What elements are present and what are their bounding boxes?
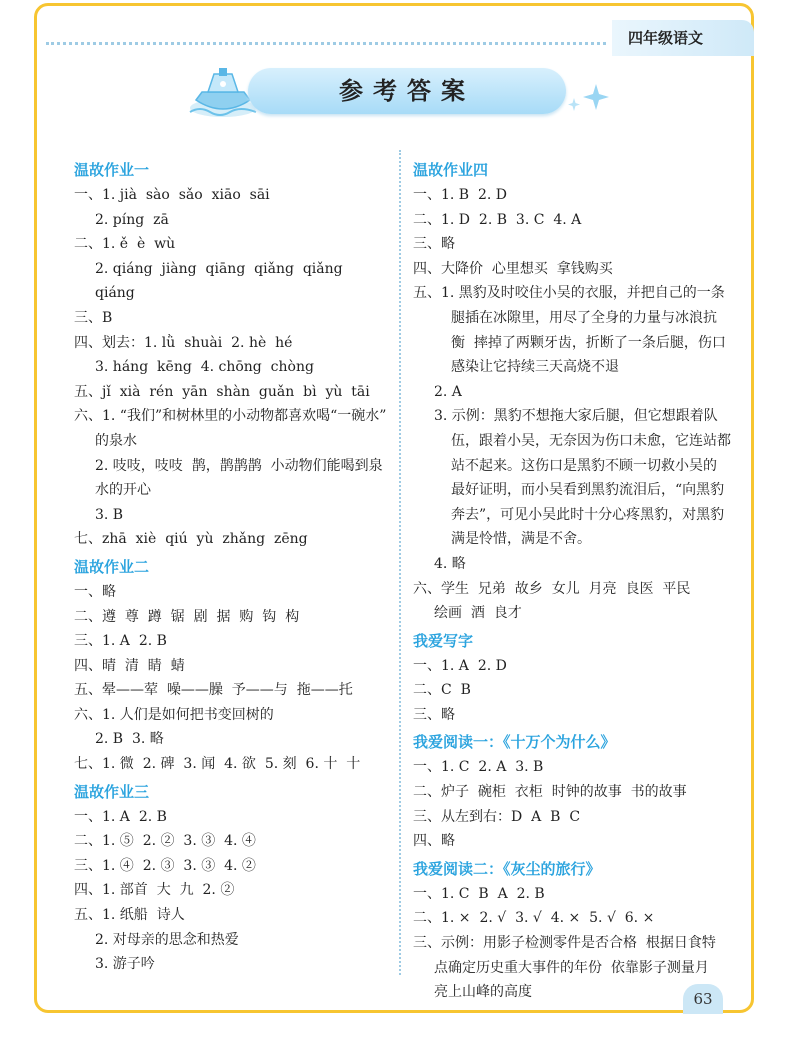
answer-line: 一、1. B 2. D — [413, 187, 508, 203]
answer-line: 七、1. 微 2. 碑 3. 闻 4. 欲 5. 刻 6. 十 十 — [74, 756, 361, 773]
answer-line: 三、略 — [413, 236, 455, 253]
answer-line: 三、B — [74, 309, 113, 326]
section-heading: 温故作业二 — [74, 557, 150, 576]
answer-line: 亮上山峰的高度 — [434, 984, 532, 1001]
dotted-header-rule — [46, 42, 606, 45]
section-heading: 我爱阅读二：《灰尘的旅行》 — [413, 859, 601, 878]
answer-line: 四、大降价 心里想买 拿钱购买 — [413, 260, 613, 277]
answer-line: 三、1. ④ 2. ③ 3. ③ 4. ② — [74, 857, 256, 874]
answer-line: 四、1. 部首 大 九 2. ② — [74, 882, 235, 899]
answer-line: 五、晕——荤 噪——臊 予——与 拖——托 — [74, 682, 353, 699]
answer-line: 2. B 3. 略 — [95, 731, 164, 748]
answer-line: 三、示例：用影子检测零件是否合格 根据日食特 — [413, 935, 716, 952]
section-heading: 我爱写字 — [413, 631, 474, 650]
answer-line: 四、划去：1. lǜ shuài 2. hè hé — [74, 334, 293, 351]
answer-column-right — [413, 155, 733, 1005]
answer-line: 感染让它持续三天高烧不退 — [451, 359, 619, 376]
answer-line: 六、1. “我们”和树林里的小动物都喜欢喝“一碗水” — [74, 408, 387, 425]
section-heading: 温故作业三 — [74, 782, 150, 801]
page-number: 63 — [683, 984, 723, 1014]
answer-line: 二、1. × 2. √ 3. √ 4. × 5. √ 6. × — [413, 910, 655, 927]
answer-line: 六、1. 人们是如何把书变回树的 — [74, 706, 274, 723]
answer-line: 三、1. A 2. B — [74, 633, 167, 650]
answer-line: 最好证明，而小吴看到黑豹流泪后，“向黑豹 — [451, 482, 725, 499]
answer-line: 四、略 — [413, 833, 455, 850]
answer-line: 2. píng zā — [95, 211, 169, 228]
grade-label: 四年级语文 — [612, 20, 754, 56]
answer-line: 点确定历史重大事件的年份 依靠影子测量月 — [434, 959, 709, 976]
answer-line: 二、遵 尊 蹲 锯 剧 据 购 钩 构 — [74, 608, 300, 625]
answer-line: 3. 游子吟 — [95, 956, 155, 973]
section-heading: 我爱阅读一：《十万个为什么》 — [413, 733, 616, 752]
answer-line: 二、1. ě è wù — [74, 236, 176, 253]
answer-line: 水的开心 — [95, 482, 151, 499]
answer-line: 三、略 — [413, 706, 455, 723]
sparkle-icon — [566, 80, 610, 116]
answer-line: 一、1. A 2. D — [413, 657, 507, 674]
answer-line: 一、略 — [74, 583, 116, 600]
answer-line: 五、1. 纸船 诗人 — [74, 907, 185, 924]
answer-line: 2. A — [434, 383, 462, 400]
answer-line: 五、jǐ xià rén yān shàn guǎn bì yù tāi — [74, 383, 370, 400]
answer-line: 二、1. D 2. B 3. C 4. A — [413, 211, 582, 228]
answer-line: 一、1. C B A 2. B — [413, 885, 545, 902]
answer-line: 2. 对母亲的思念和热爱 — [95, 931, 239, 948]
answer-line: 六、学生 兄弟 故乡 女儿 月亮 良医 平民 — [413, 580, 691, 597]
answer-line: 的泉水 — [95, 432, 137, 449]
answer-column-left — [74, 155, 390, 977]
answer-line: 满是怜惜，满是不舍。 — [451, 531, 591, 548]
answer-line: 五、1. 黑豹及时咬住小吴的衣服，并把自己的一条 — [413, 285, 725, 302]
answer-line: qiáng — [95, 285, 135, 302]
answer-line: 2. qiáng jiàng qiāng qiǎng qiǎng — [95, 260, 343, 277]
answer-line: 二、C B — [413, 682, 471, 699]
page-title: 参考答案 — [248, 68, 566, 114]
answer-line: 二、炉子 碗柜 衣柜 时钟的故事 书的故事 — [413, 784, 687, 801]
answer-line: 伍，跟着小吴，无奈因为伤口未愈，它连站都 — [451, 432, 731, 449]
answer-line: 二、1. ⑤ 2. ② 3. ③ 4. ④ — [74, 833, 256, 850]
answer-line: 3. háng kēng 4. chōng chòng — [95, 359, 314, 376]
section-heading: 温故作业四 — [413, 161, 489, 179]
column-divider — [399, 150, 401, 975]
answer-line: 七、zhā xiè qiú yù zhǎng zēng — [74, 531, 308, 548]
answer-line: 站不起来。这伤口是黑豹不顾一切救小吴的 — [451, 457, 717, 474]
answer-line: 2. 吱吱，吱吱 鹊，鹊鹊鹊 小动物们能喝到泉 — [95, 457, 383, 474]
answer-line: 3. 示例：黑豹不想拖大家后腿，但它想跟着队 — [434, 408, 718, 425]
answer-line: 4. 略 — [434, 555, 466, 572]
answer-line: 一、1. A 2. B — [74, 808, 167, 825]
answer-line: 腿插在冰隙里，用尽了全身的力量与冰浪抗 — [451, 309, 717, 326]
answer-line: 奔去”，可见小吴此时十分心疼黑豹，对黑豹 — [451, 506, 725, 523]
answer-line: 一、1. C 2. A 3. B — [413, 759, 544, 776]
answer-line: 衡 摔掉了两颗牙齿，折断了一条后腿，伤口 — [451, 334, 726, 351]
answer-line: 一、1. jià sào sǎo xiāo sāi — [74, 187, 270, 203]
answer-line: 三、从左到右：D A B C — [413, 808, 581, 825]
answer-line: 四、晴 清 睛 蜻 — [74, 657, 185, 674]
answer-line: 绘画 酒 良才 — [434, 605, 522, 622]
answer-line: 3. B — [95, 506, 124, 523]
section-heading: 温故作业一 — [74, 161, 150, 179]
